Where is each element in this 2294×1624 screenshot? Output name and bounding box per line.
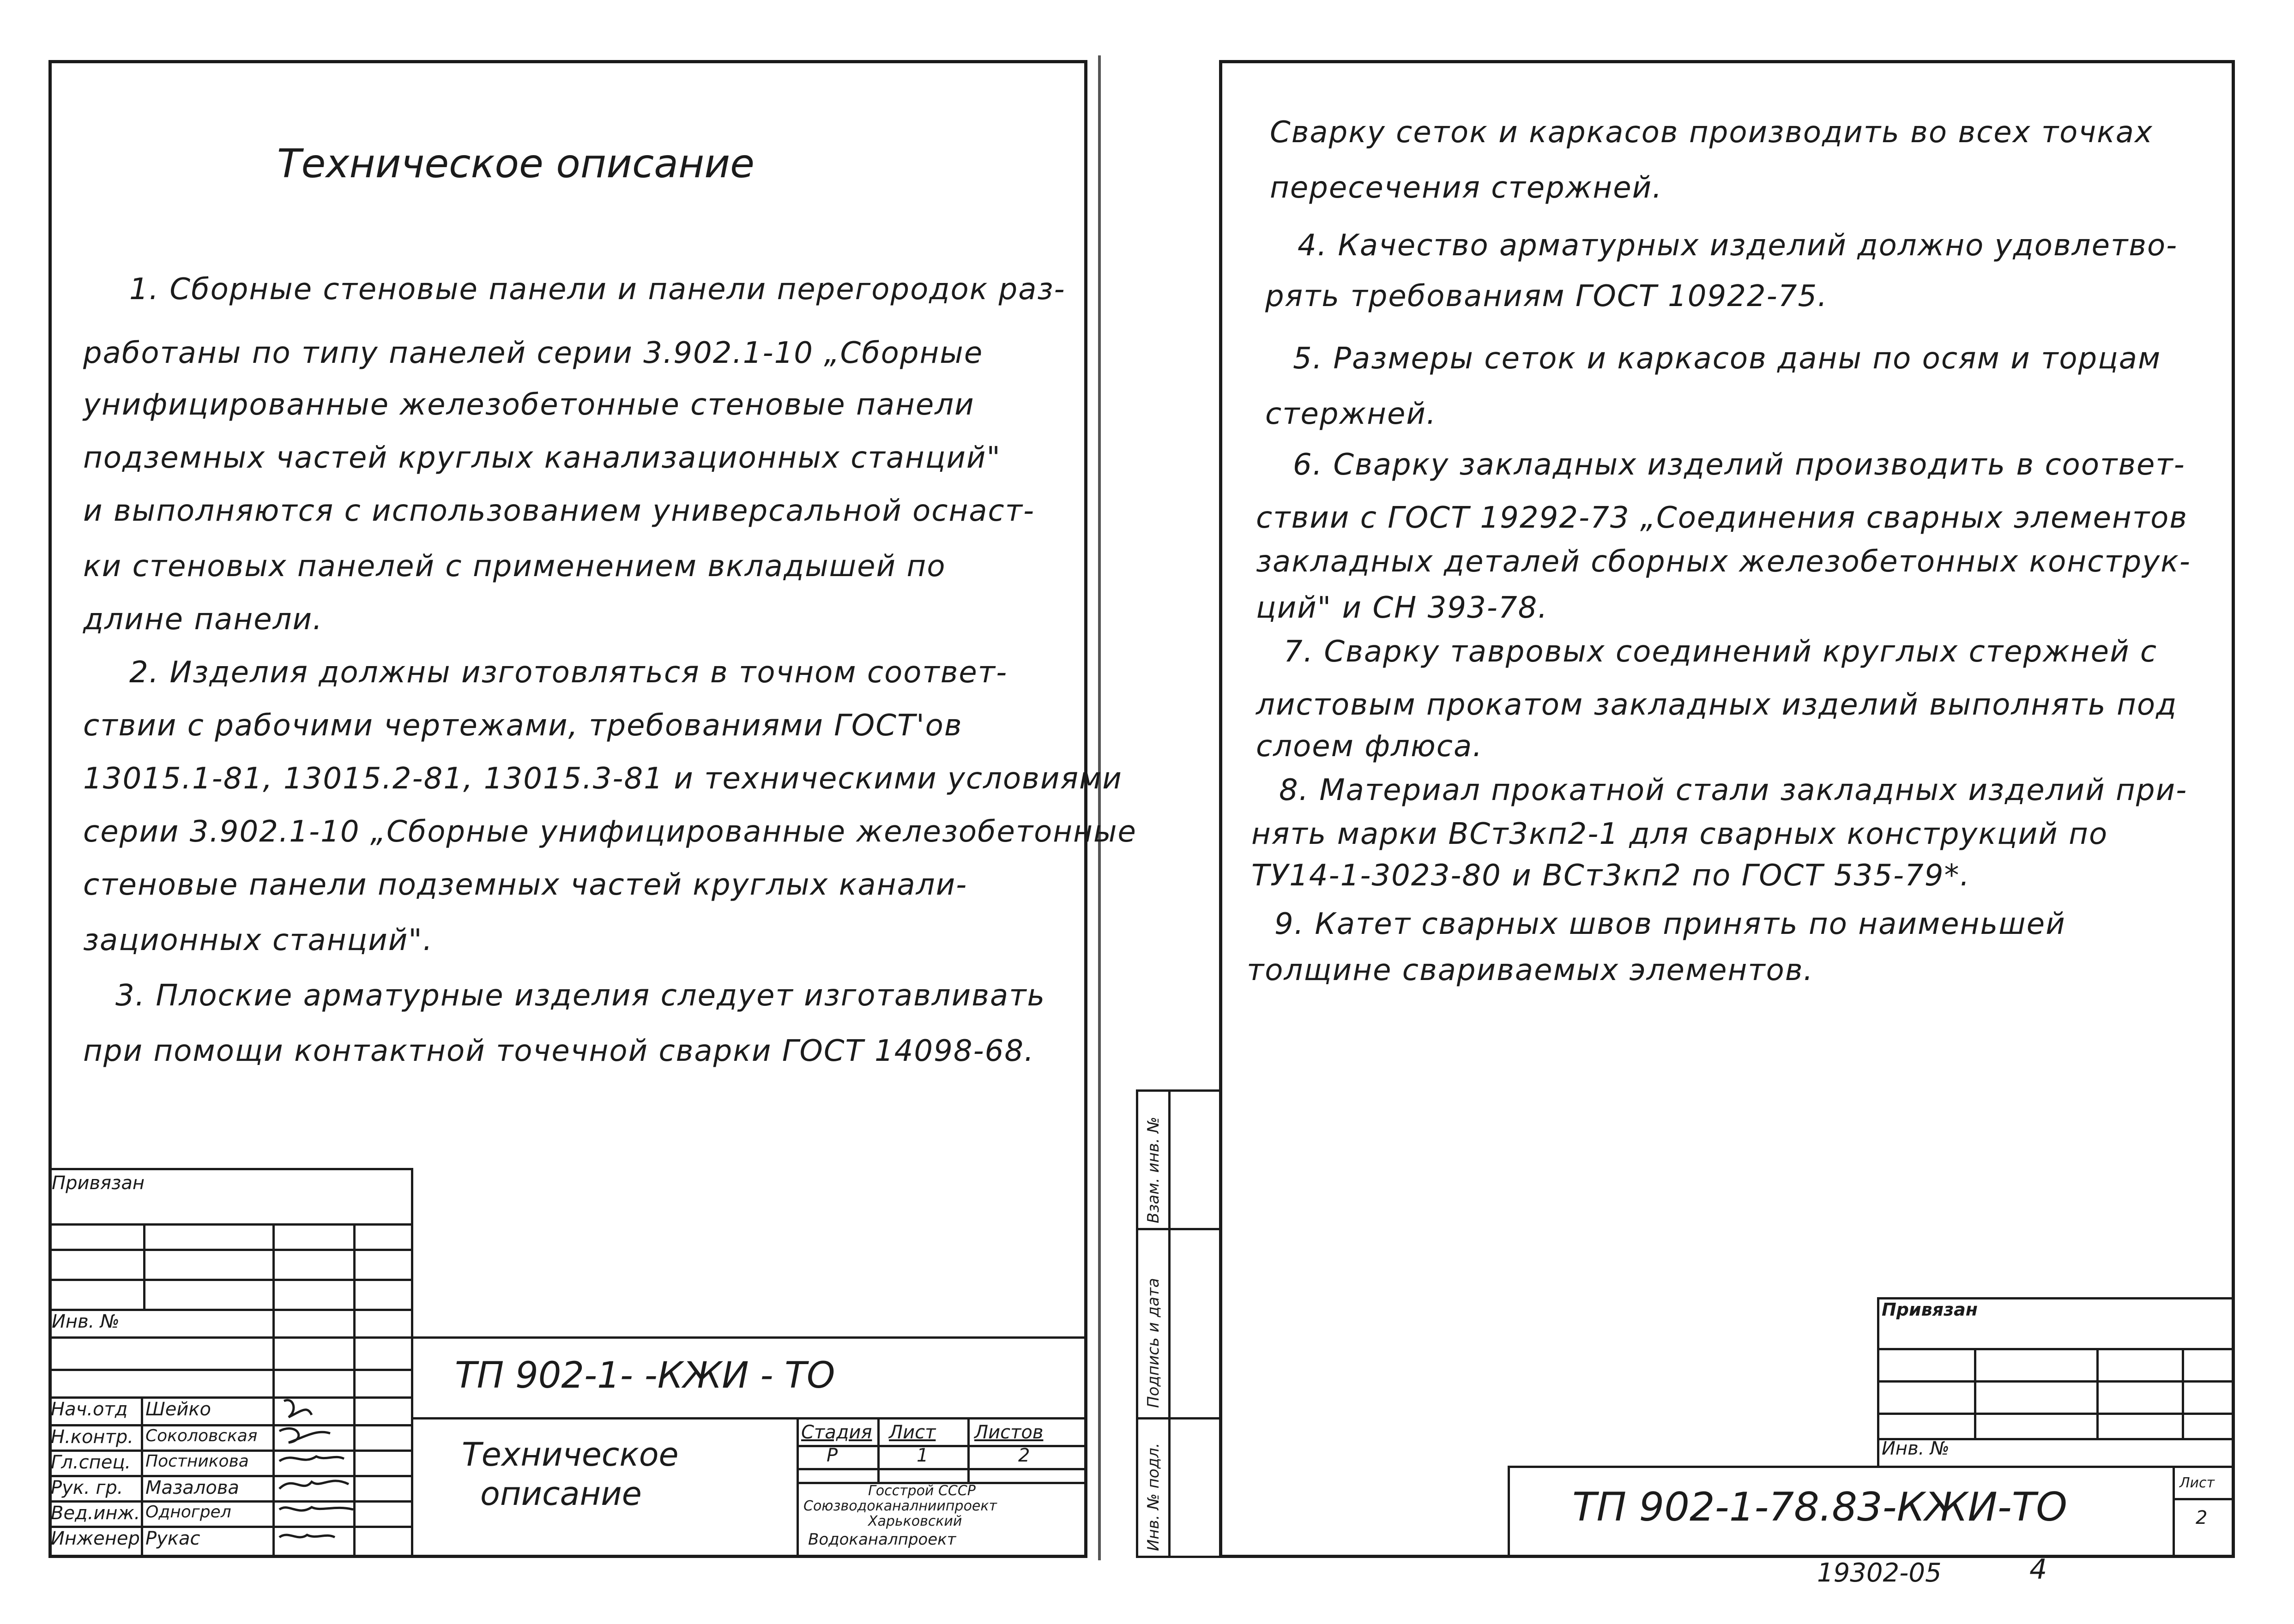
text-line: 13015.1-81, 13015.2-81, 13015.3-81 и техническими условиями [83, 762, 1123, 796]
sheet-label: Лист [2179, 1475, 2215, 1491]
sheets-value: 2 [1018, 1445, 1030, 1466]
sheets-header: Листов [974, 1422, 1044, 1443]
text-line: стеновые панели подземных частей круглых канали- [83, 868, 968, 902]
side-label: Подпись и дата [1144, 1278, 1163, 1408]
doc-title-line: Техническое [462, 1436, 679, 1474]
sheet-header: Лист [889, 1422, 936, 1443]
name-label: Постникова [145, 1452, 249, 1471]
footer-page: 4 [2029, 1553, 2047, 1586]
text-line: 4. Качество арматурных изделий должно удовлетво- [1298, 229, 2178, 263]
text-line: серии 3.902.1-10 „Сборные унифицированные железобетонные [83, 815, 1137, 849]
org-line: Водоканалпроект [808, 1530, 956, 1549]
role-label: Инженер [51, 1528, 140, 1549]
text-line: ций" и СН 393-78. [1256, 591, 1548, 625]
side-label: Инв. № подл. [1144, 1443, 1163, 1551]
text-line: Сварку сеток и каркасов производить во всех точках [1270, 115, 2153, 150]
org-line: Госстрой СССР [868, 1483, 976, 1499]
name-label: Рукас [145, 1528, 200, 1549]
sheet-value: 1 [917, 1445, 929, 1466]
role-label: Нач.отд [51, 1399, 128, 1420]
text-line: слоем флюса. [1256, 729, 1483, 764]
role-label: Н.контр. [51, 1426, 133, 1448]
text-line: толщине свариваемых элементов. [1247, 953, 1814, 987]
role-label: Гл.спец. [51, 1452, 131, 1473]
text-line: нять марки ВСт3кп2-1 для сварных конструкций по [1251, 817, 2108, 851]
doc-title-line: описание [480, 1475, 642, 1513]
doc-code: ТП 902-1- -КЖИ - ТО [455, 1355, 835, 1396]
text-line: 3. Плоские арматурные изделия следует изготавливать [115, 979, 1046, 1013]
sheet-edge-line [1098, 55, 1101, 1560]
org-line: Харьковский [868, 1513, 962, 1529]
inv-no-label: Инв. № [1882, 1438, 1950, 1459]
text-line: стержней. [1265, 397, 1437, 431]
privyazan-label: Привязан [52, 1173, 145, 1194]
text-line: ствии с рабочими чертежами, требованиями ГОСТ'ов [83, 709, 963, 743]
stage-value: Р [827, 1445, 838, 1466]
name-label: Соколовская [145, 1426, 258, 1445]
text-line: 1. Сборные стеновые панели и панели перегородок раз- [129, 272, 1066, 307]
text-line: 7. Сварку тавровых соединений круглых стержней с [1284, 635, 2158, 669]
text-line: длине панели. [83, 602, 323, 637]
text-line: подземных частей круглых канализационных станций" [83, 441, 1001, 475]
role-label: Рук. гр. [51, 1477, 123, 1498]
org-line: Союзводоканалниипроект [803, 1498, 997, 1514]
text-line: 2. Изделия должны изготовляться в точном соответ- [129, 656, 1008, 690]
text-line: ки стеновых панелей с применением вкладышей по [83, 549, 946, 583]
text-line: 8. Материал прокатной стали закладных изделий при- [1279, 773, 2188, 807]
name-label: Мазалова [145, 1477, 239, 1498]
text-line: и выполняются с использованием универсальной оснаст- [83, 494, 1035, 528]
text-line: ТУ14-1-3023-80 и ВСт3кп2 по ГОСТ 535-79*. [1251, 859, 1970, 893]
text-line: закладных деталей сборных железобетонных конструк- [1256, 545, 2191, 579]
role-label: Вед.инж. [51, 1503, 140, 1524]
text-line: зационных станций". [83, 923, 434, 957]
text-line: рять требованиям ГОСТ 10922-75. [1265, 279, 1828, 313]
text-line: при помощи контактной точечной сварки ГОСТ 14098-68. [83, 1034, 1035, 1068]
privyazan-label: Привязан [1882, 1299, 1978, 1320]
sheet-number: 2 [2196, 1507, 2208, 1528]
name-label: Одногрел [145, 1503, 231, 1522]
left-page-heading: Техническое описание [277, 141, 755, 187]
doc-code: ТП 902-1-78.83-КЖИ-ТО [1572, 1484, 2067, 1530]
inv-no-label: Инв. № [52, 1311, 120, 1332]
text-line: пересечения стержней. [1270, 171, 1663, 205]
text-line: унифицированные железобетонные стеновые панели [83, 388, 975, 422]
text-line: 6. Сварку закладных изделий производить в соответ- [1293, 448, 2185, 482]
stage-header: Стадия [801, 1422, 872, 1443]
signatures [275, 1396, 413, 1558]
text-line: листовым прокатом закладных изделий выполнять под [1256, 688, 2178, 722]
side-label: Взам. инв. № [1144, 1117, 1163, 1223]
text-line: 9. Катет сварных швов принять по наименьшей [1274, 907, 2066, 941]
text-line: ствии с ГОСТ 19292-73 „Соединения сварных элементов [1256, 501, 2188, 535]
text-line: 5. Размеры сеток и каркасов даны по осям и торцам [1293, 342, 2161, 376]
text-line: работаны по типу панелей серии 3.902.1-10 „Сборные [83, 336, 984, 370]
name-label: Шейко [145, 1399, 211, 1420]
footer-code: 19302-05 [1817, 1558, 1942, 1588]
